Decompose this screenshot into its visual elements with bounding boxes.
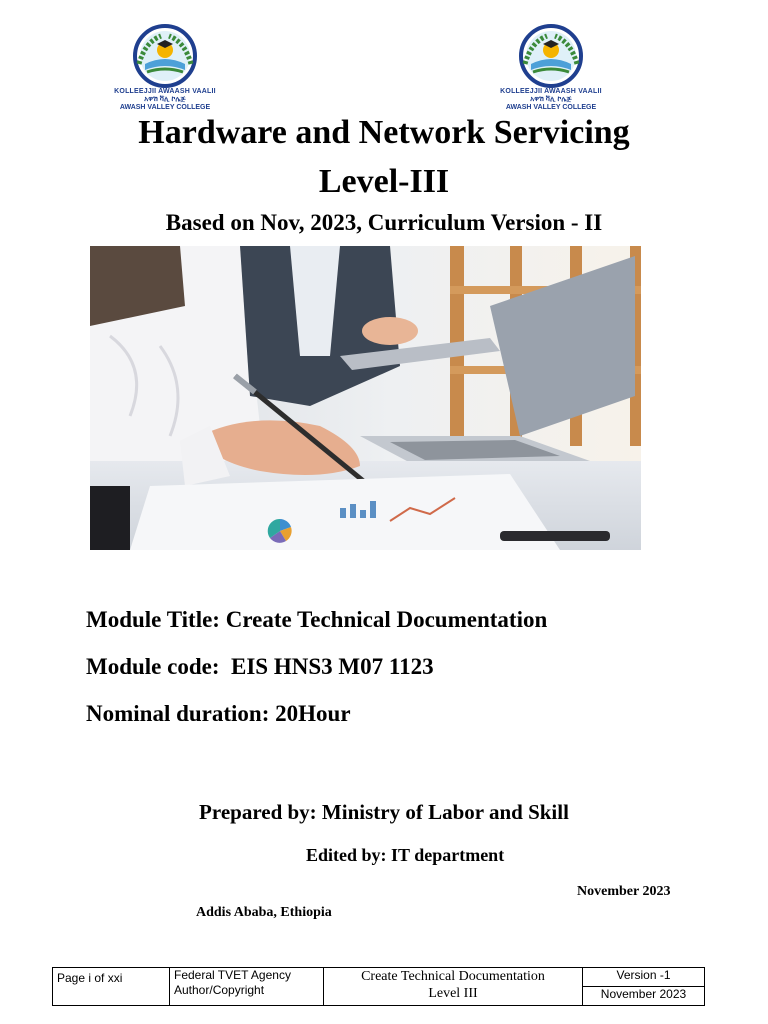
college-emblem-icon xyxy=(95,24,235,88)
prepared-by: Prepared by: Ministry of Labor and Skill xyxy=(199,800,569,824)
edited-by: Edited by: IT department xyxy=(306,845,505,865)
logo-text-english: AWASH VALLEY COLLEGE xyxy=(119,104,211,111)
footer-version-text: Version -1 xyxy=(616,968,671,982)
footer-agency-line1: Federal TVET Agency xyxy=(174,968,291,982)
module-code: Module code: EIS HNS3 M07 1123 xyxy=(86,654,434,679)
footer-doc-line1: Create Technical Documentation xyxy=(361,969,545,984)
footer-agency-line2: Author/Copyright xyxy=(174,983,265,997)
logo-text-oromo: KOLLEEJJII AWAASH VAALII xyxy=(500,88,602,95)
footer-doc-line2: Level III xyxy=(428,986,478,1001)
publication-date: November 2023 xyxy=(577,884,671,899)
footer-page-number xyxy=(53,968,170,1006)
page-footer-table xyxy=(52,967,705,1006)
publication-location: Addis Ababa, Ethiopia xyxy=(196,905,332,920)
footer-date-text: November 2023 xyxy=(600,987,687,1001)
curriculum-subtitle: Based on Nov, 2023, Curriculum Version - II xyxy=(165,210,603,235)
module-title: Module Title: Create Technical Documentation xyxy=(86,607,548,632)
college-logo-right xyxy=(481,24,621,114)
logo-text-oromo: KOLLEEJJII AWAASH VAALII xyxy=(114,88,216,95)
cover-photo xyxy=(90,246,641,550)
college-logo-left xyxy=(95,24,235,114)
college-emblem-icon xyxy=(481,24,621,88)
document-title: Hardware and Network Servicing xyxy=(138,114,630,151)
logo-text-english: AWASH VALLEY COLLEGE xyxy=(505,104,597,111)
logo-text-amharic: አዋሽ ቫሊ ኮሌጅ xyxy=(144,96,186,103)
document-level: Level-III xyxy=(318,163,450,200)
logo-text-amharic: አዋሽ ቫሊ ኮሌጅ xyxy=(530,96,572,103)
footer-document-title xyxy=(324,968,583,1006)
footer-page-text: Page i of xxi xyxy=(57,971,123,985)
footer-date xyxy=(583,987,705,1006)
footer-version xyxy=(583,968,705,987)
nominal-duration: Nominal duration: 20Hour xyxy=(86,701,351,726)
footer-agency xyxy=(170,968,324,1006)
